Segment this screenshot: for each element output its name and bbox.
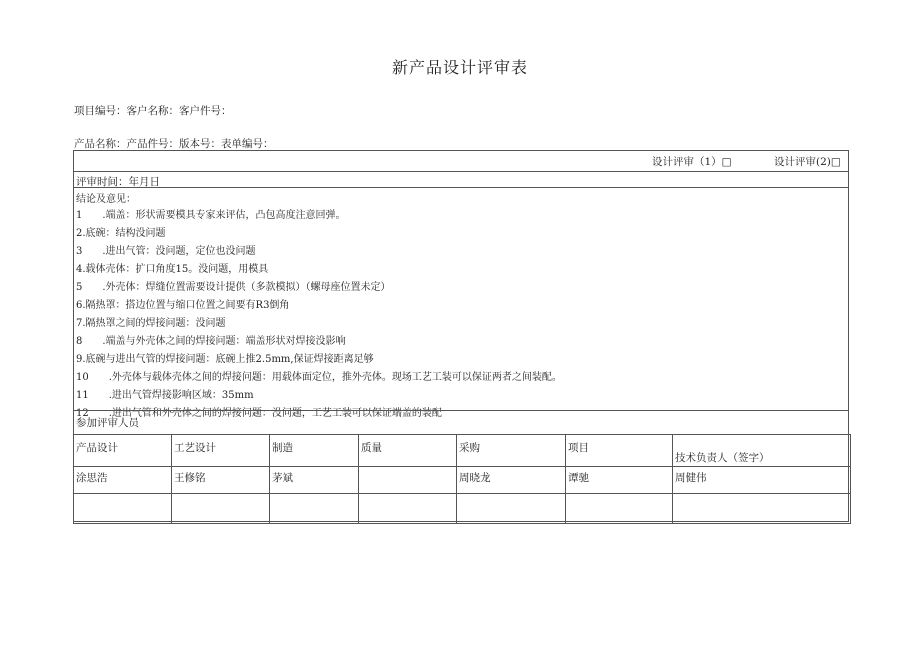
names-row — [74, 467, 851, 494]
signature-cell[interactable] — [457, 493, 566, 523]
role-product-design: 产品设计 — [74, 435, 172, 467]
participants-label: 参加评审人员 — [76, 417, 139, 429]
role-technical-lead: 技术负责人（签字） — [673, 435, 851, 467]
conclusion-item: 6.隔热罩：搭边位置与缩口位置之间要有R3倒角 — [76, 300, 290, 311]
review-time-field: 评审时间：年月日 — [76, 176, 160, 188]
signature-cell[interactable] — [673, 493, 851, 523]
role-quality: 质量 — [359, 435, 457, 467]
review-type-row — [74, 151, 848, 171]
review-form — [73, 150, 849, 522]
signature-row — [74, 493, 851, 523]
name-cell[interactable]: 涂思浩 — [74, 467, 172, 494]
conclusion-item: 2.底碗：结构没问题 — [76, 228, 166, 239]
role-process-design: 工艺设计 — [172, 435, 270, 467]
project-meta-line: 项目编号：客户名称：客户件号： — [74, 105, 232, 117]
role-header-row — [74, 435, 851, 467]
signature-cell[interactable] — [74, 493, 172, 523]
participants-table — [73, 434, 851, 524]
review-time-row — [74, 171, 848, 188]
name-cell[interactable] — [359, 467, 457, 494]
page-title: 新产品设计评审表 — [391, 58, 528, 77]
signature-cell[interactable] — [359, 493, 457, 523]
conclusion-item: 3 .进出气管：没问题，定位也没问题 — [76, 246, 256, 257]
participants-row — [74, 410, 848, 435]
conclusion-item: 11 .进出气管焊接影响区域：35mm — [76, 390, 254, 401]
role-purchasing: 采购 — [457, 435, 566, 467]
conclusion-item: 7.隔热罩之间的焊接问题：没问题 — [76, 318, 226, 329]
role-manufacturing: 制造 — [270, 435, 359, 467]
name-cell[interactable]: 王修铭 — [172, 467, 270, 494]
name-cell[interactable]: 茅斌 — [270, 467, 359, 494]
conclusion-section — [74, 187, 848, 419]
role-project: 项目 — [566, 435, 673, 467]
name-cell[interactable]: 谭驰 — [566, 467, 673, 494]
design-review-1-checkbox[interactable]: 设计评审（1）□ — [652, 156, 732, 168]
conclusion-item: 12 .进出气管和外壳体之间的焊接问题：没问题，工艺工装可以保证端盖的装配 — [76, 408, 442, 419]
design-review-2-checkbox[interactable]: 设计评审(2)□ — [774, 156, 841, 168]
signature-cell[interactable] — [270, 493, 359, 523]
name-cell[interactable]: 周晓龙 — [457, 467, 566, 494]
conclusion-item: 5 .外壳体：焊缝位置需要设计提供（多款模拟）（螺母座位置未定） — [76, 282, 391, 293]
conclusion-item: 1 .端盖：形状需要模具专家来评估，凸包高度注意回弹。 — [76, 210, 346, 221]
conclusion-item: 8 .端盖与外壳体之间的焊接问题：端盖形状对焊接没影响 — [76, 336, 346, 347]
name-cell[interactable]: 周健伟 — [673, 467, 851, 494]
signature-cell[interactable] — [566, 493, 673, 523]
signature-cell[interactable] — [172, 493, 270, 523]
conclusion-item: 4.载体壳体：扩口角度15。没问题，用模具 — [76, 264, 269, 275]
product-meta-line: 产品名称：产品件号：版本号：表单编号： — [74, 138, 274, 150]
conclusion-heading: 结论及意见： — [76, 194, 136, 205]
conclusion-item: 10 .外壳体与载体壳体之间的焊接问题：用载体面定位，推外壳体。现场工艺工装可以保证两者之间装配。 — [76, 372, 562, 383]
conclusion-item: 9.底碗与进出气管的焊接问题：底碗上推2.5mm,保证焊接距离足够 — [76, 354, 374, 365]
